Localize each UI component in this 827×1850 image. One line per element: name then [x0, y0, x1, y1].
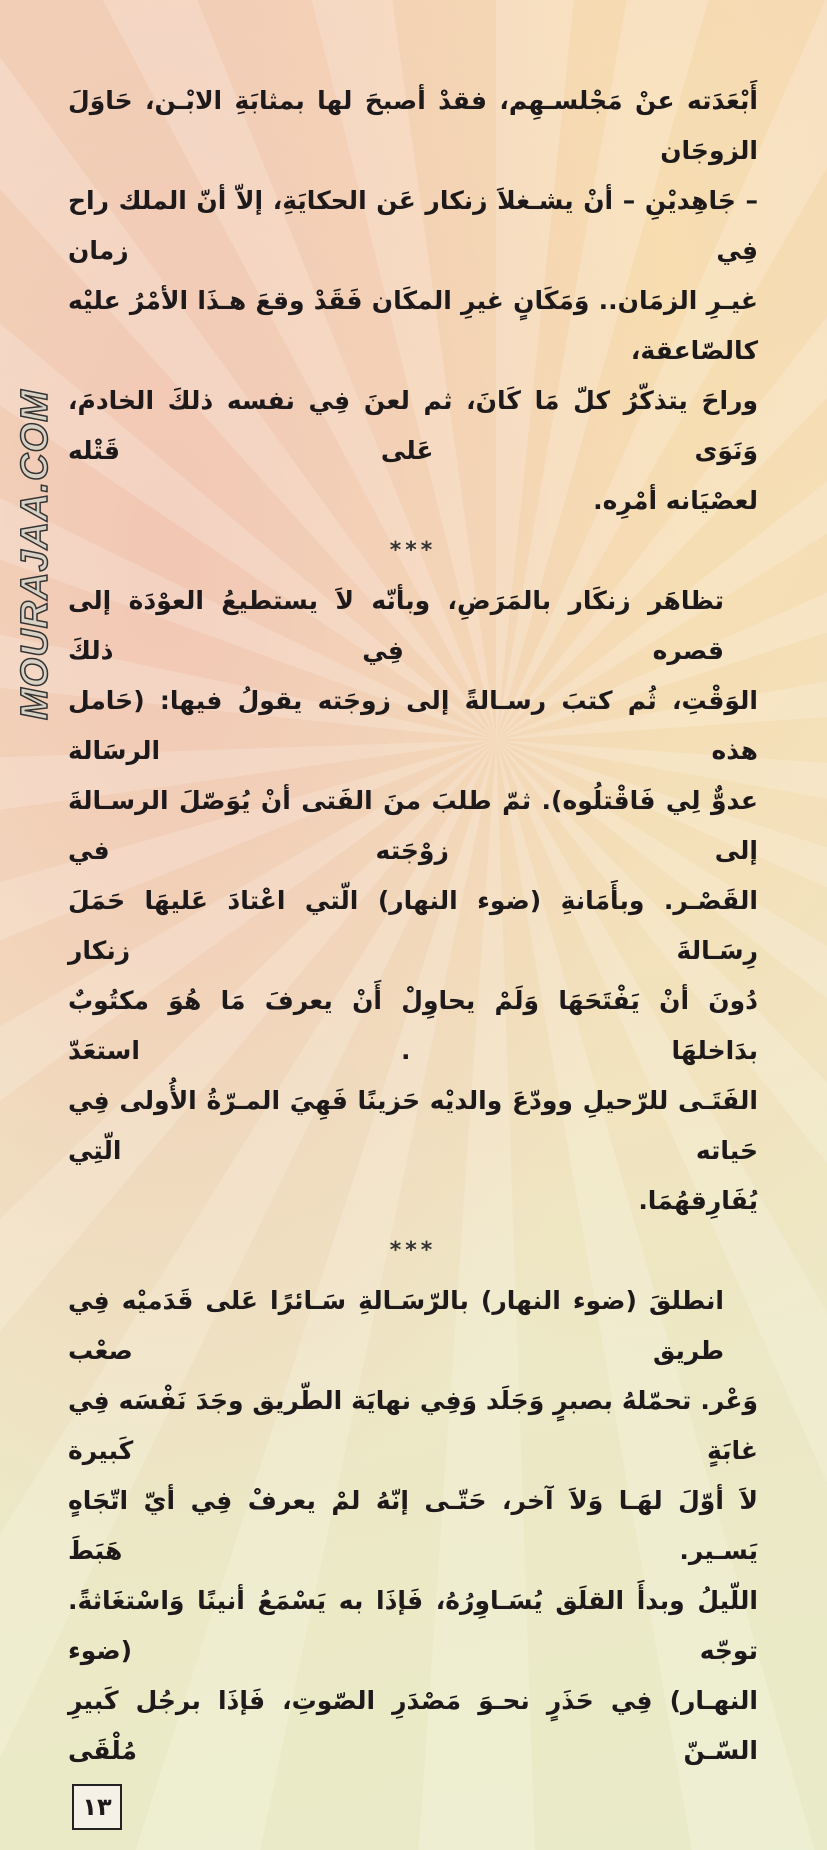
page-number: ١٣	[72, 1784, 122, 1830]
text-line: وراحَ يتذكّرُ كلّ مَا كَانَ، ثم لعنَ فِي نفسه ذلكَ الخادمَ، وَنَوَى عَلى قَتْله	[68, 386, 758, 465]
text-line: – جَاهِديْنِ – أنْ يشـغلاَ زنكار عَن الحكايَةِ، إلاّ أنّ الملك راح فِي زمان	[68, 186, 758, 265]
text-line: تظاهَر زنكَار بالمَرَضِ، وبأنّه لاَ يستطيعُ العوْدَة إلى قصره فِي ذلكَ	[68, 586, 724, 665]
text-line: أَبْعَدَته عنْ مَجْلسـهِم، فقدْ أصبحَ لها بمثابَةِ الابْـن، حَاوَلَ الزوجَان	[68, 86, 758, 165]
paragraph-2	[68, 576, 758, 1226]
text-line: عدوٌّ لِي فَاقْتلُوه). ثمّ طلبَ منَ الفَتى أنْ يُوَصّلَ الرسـالةَ إلى زوْجَته في	[68, 786, 758, 865]
text-line: اللّيلُ وبدأَ القلَق يُسَـاوِرُهُ، فَإذَا به يَسْمَعُ أنينًا وَاسْتغَاثةً. توجّه (ضوء	[68, 1586, 758, 1665]
text-line: دُونَ أنْ يَفْتَحَهَا وَلَمْ يحاوِلْ أَنْ يعرفَ مَا هُوَ مكتُوبٌ بدَاخلهَا . استعَدّ	[68, 986, 758, 1065]
page-footer	[72, 1784, 827, 1850]
text-line: القَصْـر. وبأَمَانةِ (ضوء النهار) الّتي اعْتادَ عَليهَا حَمَلَ رِسَـالةَ زنكار	[68, 886, 758, 965]
text-line: غيـرِ الزمَان.. وَمَكَانٍ غيرِ المكَان فَقَدْ وقعَ هـذَا الأمْرُ عليْه كالصّاعقة،	[68, 286, 758, 365]
section-separator: ***	[389, 1238, 437, 1263]
text-line: يُفَارِقهُمَا.	[638, 1186, 758, 1215]
text-line: انطلقَ (ضوء النهار) بالرّسَـالةِ سَـائرًا عَلى قَدَميْه فِي طريق صعْب	[68, 1286, 724, 1365]
text-line: الوَقْتِ، ثُم كتبَ رسـالةً إلى زوجَته يقولُ فيها: (حَامل هذه الرسَالة	[68, 686, 758, 765]
text-line: لعصْيَانه أمْرِه.	[593, 486, 758, 515]
paragraph-1	[68, 76, 758, 526]
watermark: MOURAJAA.COM	[14, 389, 56, 720]
text-line: لاَ أوّلَ لهَـا وَلاَ آخر، حَتّـى إنّهُ لمْ يعرفْ فِي أيّ اتّجَاهٍ يَسـير. هَبَطَ	[68, 1486, 758, 1565]
paragraph-3	[68, 1276, 758, 1776]
text-line: وَعْر. تحمّلهُ بصبرٍ وَجَلَد وَفِي نهايَة الطّريق وجَدَ نَفْسَه فِي غابَةٍ كَبيرة	[68, 1386, 758, 1465]
text-line: الفَتَـى للرّحيلِ وودّعَ والديْه حَزينًا فَهِيَ المـرّةُ الأُولى فِي حَياته الّتِي	[68, 1086, 758, 1165]
section-separator: ***	[389, 538, 437, 563]
page-body	[68, 0, 758, 1776]
text-line: النهـار) فِي حَذَرٍ نحـوَ مَصْدَرِ الصّوتِ، فَإذَا برجُل كَبيرِ السّـنّ مُلْقَى	[68, 1686, 758, 1765]
